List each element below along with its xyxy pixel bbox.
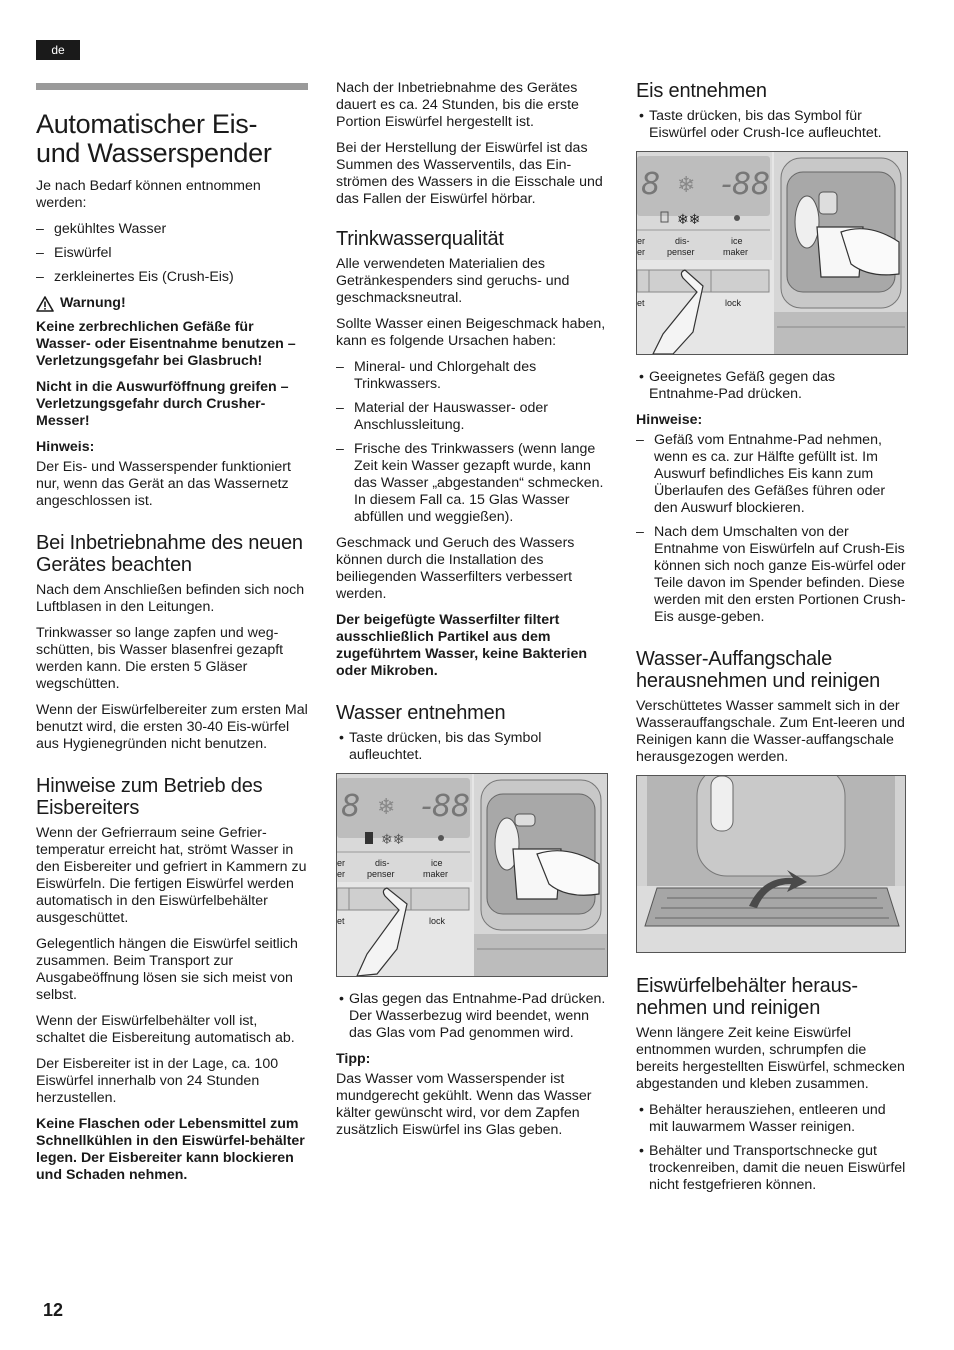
list-item: • Behälter herausziehen, entleeren und mit lauwarmem Wasser reinigen.	[636, 1102, 908, 1136]
list-item: • Taste drücken, bis das Symbol aufleuchtet.	[336, 730, 608, 764]
list-item: – Mineral- und Chlorgehalt des Trinkwassers.	[336, 359, 608, 393]
section-heading: Wasser entnehmen	[336, 702, 506, 724]
ice-steps	[636, 108, 908, 142]
button-label-left: er	[637, 247, 646, 257]
cause-list	[336, 359, 608, 526]
section-heading: Eis entnehmen	[636, 80, 767, 102]
caution-text: Keine Flaschen oder Lebensmittel zum Schnellkühlen in den Eiswürfel-behälter legen. Der Eisbereiter kann blockieren und Schaden nehmen.	[36, 1116, 305, 1183]
button-label-lower-left: et	[337, 916, 345, 926]
column-left	[36, 80, 308, 1193]
paragraph: Alle verwendeten Materialien des Getränkespenders sind geruchs- und geschmacksneutral.	[336, 256, 570, 306]
ice-steps	[636, 369, 908, 403]
button-label-lock: lock	[725, 298, 742, 308]
glass-symbol-icon	[365, 832, 373, 844]
ice-cube-icon: ❄❄	[677, 212, 701, 228]
warning-triangle-icon	[36, 296, 54, 312]
ice-dispenser-illustration	[636, 151, 908, 355]
section-rule	[36, 83, 308, 90]
snowflake-icon: ❄	[677, 173, 696, 198]
list-item: • Taste drücken, bis das Symbol für Eiswürfel oder Crush-Ice aufleuchtet.	[636, 108, 908, 142]
list-item: • Behälter und Transportschnecke gut trockenreiben, damit die neuen Eiswürfel nicht festgefrieren können.	[636, 1143, 908, 1194]
paragraph: Wenn der Eiswürfelbereiter zum ersten Mal benutzt wird, die ersten 30-40 Eis-würfel aus Hygienegründen nicht benutzen.	[36, 702, 308, 752]
indicator-dot-icon	[734, 215, 740, 221]
paragraph: Wenn längere Zeit keine Eiswürfel entnommen wurden, schrumpfen die bereits hergestellten Eiswürfel, schmecken abgestanden und kleben zusammen.	[636, 1025, 905, 1092]
list-item: – Gefäß vom Entnahme-Pad nehmen, wenn es ca. zur Hälfte gefüllt ist. Im Auswurf befindliches Eis kann zum Überlaufen des Gefäßes führen oder den Auswurf blockieren.	[636, 432, 908, 517]
note-text: Der Eis- und Wasserspender funktioniert nur, wenn das Gerät an das Wassernetz angeschlossen ist.	[36, 459, 291, 509]
button-label-dispenser: penser	[367, 869, 395, 879]
section-heading: Wasser-Auffangschale herausnehmen und reinigen	[636, 648, 881, 692]
list-item: • Geeignetes Gefäß gegen das Entnahme-Pad drücken.	[636, 369, 908, 403]
snowflake-icon: ❄	[377, 795, 396, 820]
list-item: – Eiswürfel	[36, 245, 308, 262]
display-left: 8	[641, 167, 661, 202]
page-number: 12	[43, 1300, 64, 1320]
section-heading: Eiswürfelbehälter heraus-nehmen und reinigen	[636, 975, 858, 1019]
ice-cube-icon: ❄❄	[381, 832, 405, 848]
button-label-dispenser: dis-	[375, 858, 390, 868]
section-heading: Bei Inbetriebnahme des neuen Gerätes beachten	[36, 532, 303, 576]
paragraph: Bei der Herstellung der Eiswürfel ist das Summen des Wasserventils, das Ein-strömen des Wassers in die Eisschale und das Fallen der Eiswürfel hörbar.	[336, 140, 603, 207]
button-label-left: er	[637, 236, 646, 246]
filter-note: Der beigefügte Wasserfilter filtert ausschließlich Partikel aus dem zugeführtem Wasser, keine Bakterien oder Mikroben.	[336, 612, 587, 679]
button-label-lock: lock	[429, 916, 446, 926]
paragraph: Wenn der Gefrierraum seine Gefrier-temperatur erreicht hat, strömt Wasser in den Eisbereiter und gefriert in Kammern zu Eiswürfeln. Die fertigen Eiswürfel werden automatisch in den Eiswürfelbehälter ausgeschüttet.	[36, 825, 307, 926]
page-title: Automatischer Eis- und Wasserspender	[36, 109, 272, 168]
paragraph: Trinkwasser so lange zapfen und weg-schütten, bis Wasser blasenfrei gezapft werden kann. Die ersten 5 Gläser wegschütten.	[36, 625, 284, 692]
button-label-left: er	[337, 858, 346, 868]
button-label-icemaker: ice	[431, 858, 443, 868]
paragraph: Wenn der Eiswürfelbehälter voll ist, schaltet die Eisbereitung automatisch ab.	[36, 1013, 295, 1046]
notes-list	[636, 432, 908, 626]
warning-label: Warnung!	[60, 295, 126, 311]
drip-tray-illustration	[636, 775, 906, 953]
language-tab: de	[36, 40, 80, 60]
button-label-dispenser: dis-	[675, 236, 690, 246]
section-heading: Trinkwasserqualität	[336, 228, 504, 250]
list-item: – Material der Hauswasser- oder Anschlussleitung.	[336, 400, 608, 434]
water-dispenser-illustration	[336, 773, 608, 977]
paragraph: Verschüttetes Wasser sammelt sich in der Wasserauffangschale. Zum Ent-leeren und Reinigen kann die Wasser-auffangschale herausgezogen werden.	[636, 698, 905, 765]
paragraph: Gelegentlich hängen die Eiswürfel seitlich zusammen. Beim Transport zur Ausgabeöffnung lösen sie sich meist von selbst.	[36, 936, 298, 1003]
intro-text: Je nach Bedarf können entnommen werden:	[36, 178, 261, 211]
button-label-icemaker: ice	[731, 236, 743, 246]
button-label-lower-left: et	[637, 298, 645, 308]
section-heading: Hinweise zum Betrieb des Eisbereiters	[36, 775, 263, 819]
paragraph: Nach dem Anschließen befinden sich noch Luftblasen in den Leitungen.	[36, 582, 305, 615]
water-steps	[336, 991, 608, 1042]
paragraph: Sollte Wasser einen Beigeschmack haben, kann es folgende Ursachen haben:	[336, 316, 606, 349]
paragraph: Der Eisbereiter ist in der Lage, ca. 100 Eiswürfel innerhalb von 24 Stunden herzustellen.	[36, 1056, 279, 1106]
notes-label: Hinweise:	[636, 412, 703, 428]
tip-text: Das Wasser vom Wasserspender ist mundgerecht gekühlt. Wenn das Wasser kälter gewünscht wird, vor dem Zapfen zusätzlich Eiswürfel ins Glas geben.	[336, 1071, 592, 1138]
warning-heading	[36, 295, 308, 312]
button-label-left: er	[337, 869, 346, 879]
display-left: 8	[341, 789, 361, 824]
list-item: – Frische des Trinkwassers (wenn lange Zeit kein Wasser gezapft wurde, kann das Wasser „abgestanden“ schmecken. In diesem Fall ca. 15 Glas Wasser abfüllen und weggießen).	[336, 441, 608, 526]
button-label-icemaker: maker	[423, 869, 449, 879]
paragraph: Geschmack und Geruch des Wassers können durch die Installation des beiliegenden Wasserfilters verbessert werden.	[336, 535, 575, 602]
column-middle	[336, 80, 608, 1148]
paragraph: Nach der Inbetriebnahme des Gerätes dauert es ca. 24 Stunden, bis die erste Portion Eiswürfel hergestellt ist.	[336, 80, 579, 130]
display-right: -88	[721, 167, 770, 202]
note-label: Hinweis:	[36, 439, 95, 455]
tip-label: Tipp:	[336, 1051, 371, 1067]
water-steps	[336, 730, 608, 764]
list-item: – Nach dem Umschalten von der Entnahme von Eiswürfeln auf Crush-Eis können sich noch ganze Eis-würfel oder Teile davon im Spender befinden. Diese werden mit den ersten Portionen Crush-Eis ausge-geben.	[636, 524, 908, 626]
warning-text: Nicht in die Auswurföffnung greifen – Verletzungsgefahr durch Crusher-Messer!	[36, 379, 289, 429]
button-label-dispenser: penser	[667, 247, 695, 257]
list-item: – gekühltes Wasser	[36, 221, 308, 238]
display-right: -88	[421, 789, 470, 824]
button-label-icemaker: maker	[723, 247, 749, 257]
indicator-dot-icon	[438, 835, 444, 841]
bin-steps	[636, 1102, 908, 1194]
warning-text: Keine zerbrechlichen Gefäße für Wasser- oder Eisentnahme benutzen – Verletzungsgefahr bei Glasbruch!	[36, 319, 296, 369]
list-item: – zerkleinertes Eis (Crush-Eis)	[36, 269, 308, 286]
intro-list	[36, 221, 308, 286]
list-item: • Glas gegen das Entnahme-Pad drücken. Der Wasserbezug wird beendet, wenn das Glas vom Pad genommen wird.	[336, 991, 608, 1042]
column-right	[636, 80, 908, 1203]
